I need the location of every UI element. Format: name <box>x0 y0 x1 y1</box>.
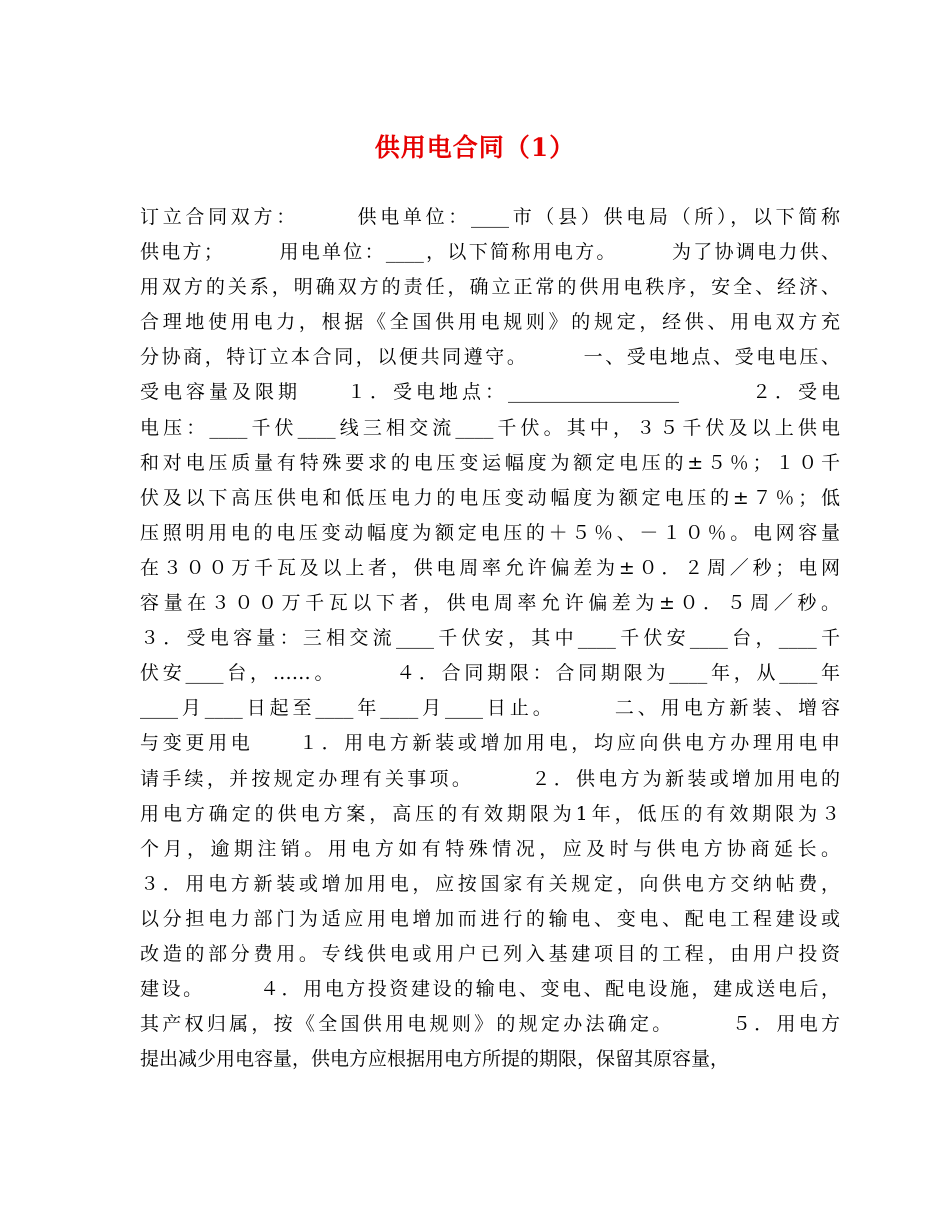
text-line: 在３００万千瓦及以上者，供电周率允许偏差为±０．２周／秒；电网 <box>140 556 840 579</box>
text-line: 和对电压质量有特殊要求的电压变运幅度为额定电压的±５％；１０千 <box>140 451 840 474</box>
text-line: ３．受电容量：三相交流____千伏安，其中____千伏安____台，____千 <box>140 627 840 650</box>
text-line: 供电方； 用电单位：____，以下简称用电方。 为了协调电力供、 <box>140 241 840 264</box>
text-line: 改造的部分费用。专线供电或用户已列入基建项目的工程，由用户投资 <box>140 942 840 965</box>
text-line: 个月，逾期注销。用电方如有特殊情况，应及时与供电方协商延长。 <box>140 837 840 860</box>
text-line: 提出减少用电容量，供电方应根据用电方所提的期限，保留其原容量， <box>140 1048 730 1071</box>
text-line: 其产权归属，按《全国供用电规则》的规定办法确定。 ５．用电方 <box>140 1013 840 1036</box>
text-line: 以分担电力部门为适应用电增加而进行的输电、变电、配电工程建设或 <box>140 907 840 930</box>
text-line: 用电方确定的供电方案，高压的有效期限为1年，低压的有效期限为３ <box>140 802 840 825</box>
text-line: 伏及以下高压供电和低压电力的电压变动幅度为额定电压的±７％；低 <box>140 486 840 509</box>
text-line: 压照明用电的电压变动幅度为额定电压的＋５％、－１０％。电网容量 <box>140 521 840 544</box>
text-line: 用双方的关系，明确双方的责任，确立正常的供用电秩序，安全、经济、 <box>140 276 840 299</box>
document-body <box>140 200 840 1077</box>
document-title: 供用电合同（1） <box>374 133 576 162</box>
text-line: 请手续，并按规定办理有关事项。 ２．供电方为新装或增加用电的 <box>140 767 840 790</box>
text-line: 容量在３００万千瓦以下者，供电周率允许偏差为±０．５周／秒。 <box>140 592 840 615</box>
text-line: 分协商，特订立本合同，以便共同遵守。 一、受电地点、受电电压、 <box>140 346 840 369</box>
text-line: 伏安____台，……。 ４．合同期限：合同期限为____年，从____年 <box>140 662 840 685</box>
text-line: 订立合同双方： 供电单位：____市（县）供电局（所），以下简称 <box>140 206 840 228</box>
text-line: ３．用电方新装或增加用电，应按国家有关规定，向供电方交纳帖费， <box>140 872 840 895</box>
text-line: 电压：____千伏____线三相交流____千伏。其中，３５千伏及以上供电 <box>140 416 840 439</box>
text-line: 受电容量及限期 １．受电地点：__________________ ２．受电 <box>140 381 840 404</box>
text-line: 合理地使用电力，根据《全国供用电规则》的规定，经供、用电双方充 <box>140 311 840 334</box>
text-line: 建设。 ４．用电方投资建设的输电、变电、配电设施，建成送电后， <box>140 978 840 1001</box>
text-line: 与变更用电 １．用电方新装或增加用电，均应向供电方办理用电申 <box>140 732 840 755</box>
text-line: ____月____日起至____年____月____日止。 二、用电方新装、增容 <box>140 697 840 720</box>
